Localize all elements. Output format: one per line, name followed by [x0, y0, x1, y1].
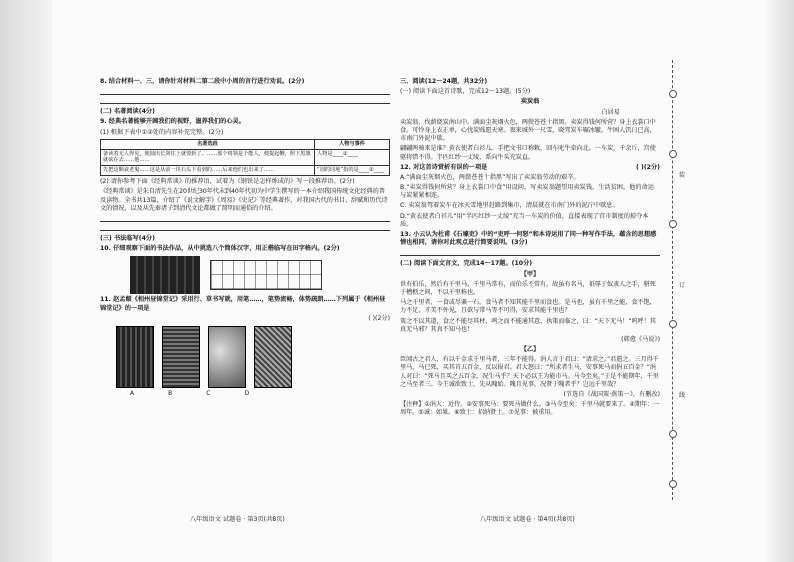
question-13: 13. 小云认为杜甫《石壕吏》中的“吏呼一何怒”和本诗运用了同一种写作手法，蕴含的思想感情也相同，请你对此观点进行简要说明。(3分)	[400, 231, 657, 247]
binding-gutter	[672, 60, 689, 500]
calligraphy-option-image	[254, 326, 292, 388]
gutter-label: 装	[679, 172, 686, 179]
binding-hole	[669, 430, 677, 438]
answer-line	[100, 224, 390, 231]
option-b: B.“卖炭得钱何所营？身上衣裳口中食”用设问，写卖炭翁题望用卖炭钱，生活贫困，他的命运与炭紧紧相连。	[400, 184, 654, 200]
question-12-mark: ( )(2分)	[636, 163, 660, 171]
recommendation-text: 《经典常谈》是朱自清先生在20世纪30年代末到40年代初为中学生撰写的一本介绍我国传统文化经典的普及读物。全书共13篇，介绍了《说文解字》《周易》《史记》等经典著作，对我国古代的书目、辞赋和历代诗文的情况，以及从先秦诸子到清代文论都做了简明而通俗的介绍。	[100, 188, 388, 212]
page-footer: 八年级语文 试题卷 · 第4页(共8页)	[480, 516, 575, 523]
binding-hole	[669, 480, 677, 488]
passage-source: (节选自《战国策·燕策一》，有删改)	[563, 391, 660, 398]
option-labels	[130, 390, 390, 398]
right-page	[400, 78, 660, 420]
calligraphy-option-image	[116, 326, 154, 388]
table-cell: 人物是____①____	[315, 149, 390, 166]
question-9-1: (1) 根据下表中①②处的内容补充完整。(2分)	[100, 128, 224, 136]
question-10: 10. 仔细观察下面的书法作品，从中挑选八个简体汉字，用正楷临写在田字格内。(2分)	[100, 245, 340, 253]
binding-hole	[669, 320, 677, 328]
binding-hole	[669, 90, 677, 98]
section-heading: (二) 名著阅读(4分)	[100, 108, 155, 116]
answer-line	[100, 88, 390, 95]
passage-source: (韩愈《马说》)	[621, 335, 660, 343]
table-cell: 先把这颗衰老鬼……这是从前一块石头下看到的……后来他们也出来了……	[101, 166, 315, 176]
calligraphy-options	[116, 326, 390, 388]
option-d: D.“黄衣使者白衫儿”用“半匹红纱一丈绫”充当一车炭的价值，直接表现了宫市制度的掠夺本质。	[400, 212, 649, 228]
classical-text: 马之千里者，一食或尽粟一石。食马者不知其能千里而食也。是马也，虽有千里之能，食不饱，力不足，才美不外见，且欲与常马等不可得，安求其能千里也？	[400, 299, 656, 315]
table-cell: “别的同地”指的是____②____	[315, 166, 390, 176]
question-11-mark: ( )(2分)	[368, 314, 390, 322]
poem-text: 卖炭翁，伐薪烧炭南山中。满面尘灰烟火色，两鬓苍苍十指黑。卖炭得钱何所营？身上衣裳口中食。可怜身上衣正单，心忧炭贱愿天寒。夜来城外一尺雪，晓驾炭车辗冰辙。牛困人饥日已高，市南门外泥中歇。	[400, 118, 656, 143]
classical-text: 臣闻古之君人，有以千金求千里马者，三年不能得。涓人言于君曰：“请求之。”君遣之。三月得千里马，马已死，买其首五百金，反以报君。君大怒曰：“所求者生马，安事死马而捐五百金？”涓人对曰：“死马且买之五百金，况生马乎？天下必以王为能市马。马今至矣。”于是不能期年，千里之马至者三。今王诚欲致士，先从隗始。隗且见事，况贤于隗者乎？岂远千里哉？	[400, 356, 659, 388]
answer-line	[100, 97, 390, 104]
calligraphy-exercise	[130, 256, 390, 294]
calligraphy-image	[130, 256, 200, 294]
tianzige-grid	[210, 260, 322, 290]
gutter-label: 订	[679, 282, 686, 289]
table-row	[101, 166, 390, 176]
binding-hole	[669, 220, 677, 228]
question-9-2: (2) 请你参考下面《经典常谈》的推荐语，试着为《钢铁是怎样炼成的》写一段推荐语。(2分)	[100, 178, 355, 186]
option-label: A	[130, 389, 135, 397]
table-cell: 备读着无人得见，便抽出长剑往上就要斩了。……那个将领是个能人，便提起鞭，照下黑旗就砍在去……他……	[101, 149, 315, 166]
question-12	[400, 164, 660, 172]
binding-hole	[669, 150, 677, 158]
question-8: 8. 结合材料一、三，请你针对材料二第二段中小周的言行进行劝说。(2分)	[100, 78, 305, 85]
table-header: 名著选段	[101, 139, 315, 149]
calligraphy-option-image	[208, 326, 246, 388]
question-9: 9. 经典名著能够开阔我们的视野，滋养我们的心灵。	[100, 118, 245, 126]
gutter-label: 线	[679, 392, 686, 399]
classics-table	[100, 139, 390, 176]
scan-shadow-right	[766, 0, 794, 562]
poem-text: 翩翩两骑来是谁？黄衣使者白衫儿。手把文书口称敕，回车叱牛牵向北。一车炭，千余斤，宫使驱将惜不得。半匹红纱一丈绫，系向牛头充炭直。	[400, 145, 656, 161]
answer-line	[100, 215, 390, 222]
option-label: B	[168, 389, 173, 397]
passage-label: 【甲】	[520, 270, 540, 278]
option-a: A.“满面尘灰烟火色，两鬓苍苍十指黑”写出了卖炭翁劳动的艰辛。	[400, 173, 580, 181]
poem-title: 卖炭翁	[520, 98, 540, 106]
poem-author: 白居易	[601, 108, 620, 116]
annotation-notes: 【注释】①涓人：近侍。②安事死马：要死马做什么。③马今至矣：千里马就要来了。④期年：一周年。⑤诚：如果。⑥致士：招纳贤士。⑦见事：被重用。	[400, 401, 660, 417]
scan-shadow-left	[0, 0, 52, 562]
question-12-text: 12. 对这首诗赏析有误的一项是	[400, 163, 488, 171]
part-heading: 三、阅读(12～24题，共32分)	[400, 78, 488, 85]
left-page	[100, 78, 390, 398]
question-11: 11. 赵孟頫《相州昼锦堂记》采用行、草书写就，用笔……，笔势流畅，体势疏朗……下列属于《相州昼锦堂记》的一项是	[100, 296, 386, 312]
option-label: D	[244, 389, 250, 397]
classical-text: 世有伯乐，然后有千里马。千里马常有，而伯乐不常有。故虽有名马，祇辱于奴隶人之手，骈死于槽枥之间，不以千里称也。	[400, 280, 656, 296]
table-row	[101, 149, 390, 166]
section-heading: (二) 阅读下面文言文，完成14～17题。(10分)	[400, 260, 533, 268]
option-c: C. 卖炭翁驾着炭车在冰天雪地里赶路到集市，清晨就在市南门外的泥泞中歇息。	[400, 202, 619, 210]
page-footer: 八年级语文 试题卷 · 第3页(共8页)	[190, 516, 285, 523]
answer-line	[400, 249, 660, 256]
calligraphy-option-image	[162, 326, 200, 388]
table-header: 人物与事件	[315, 139, 390, 149]
classical-text: 策之不以其道，食之不能尽其材，鸣之而不能通其意，执策而临之，曰：“天下无马！”呜呼！其真无马邪？其真不知马也！	[400, 317, 656, 333]
section-heading: (一) 阅读下面这首诗歌，完成12～13题。(5分)	[400, 88, 531, 96]
passage-label: 【乙】	[520, 346, 540, 354]
option-label: C	[206, 389, 211, 397]
section-heading: (三) 书法临写(4分)	[100, 234, 155, 242]
